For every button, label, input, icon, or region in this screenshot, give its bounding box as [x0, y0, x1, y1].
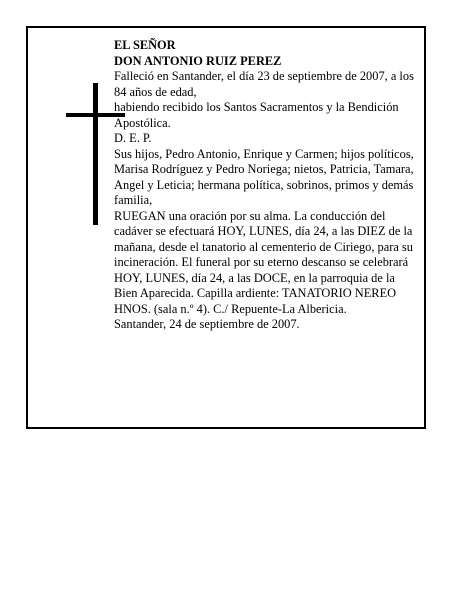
- notice-date: Santander, 24 de septiembre de 2007.: [114, 317, 300, 331]
- death-statement: Falleció en Santander, el día 23 de septiembre de 2007, a los 84 años de edad,: [114, 69, 414, 99]
- sacraments-statement: habiendo recibido los Santos Sacramentos y la Bendición Apostólica.: [114, 100, 399, 130]
- deceased-name: DON ANTONIO RUIZ PEREZ: [114, 53, 282, 68]
- notice-title: EL SEÑOR: [114, 38, 176, 52]
- cross-icon: [93, 83, 98, 225]
- obituary-text: [114, 38, 420, 333]
- funeral-details: RUEGAN una oración por su alma. La conducción del cadáver se efectuará HOY, LUNES, día 24, a las DIEZ de la mañana, desde el tanatorio al cementerio de Ciriego, para su incineración. El funeral por su eterno descanso se celebrará HOY, LUNES, día 24, a las DOCE, en la parroquia de la Bien Aparecida. Capilla ardiente: TANATORIO NEREO HNOS. (sala n.º 4). C./ Repuente-La Albericia.: [114, 208, 413, 316]
- dep-line: D. E. P.: [114, 131, 152, 145]
- family-list: Sus hijos, Pedro Antonio, Enrique y Carmen; hijos políticos, Marisa Rodríguez y Pedro Noriega; nietos, Patricia, Tamara, Angel y Leticia; hermana política, sobrinos, primos y demás familia,: [114, 146, 414, 207]
